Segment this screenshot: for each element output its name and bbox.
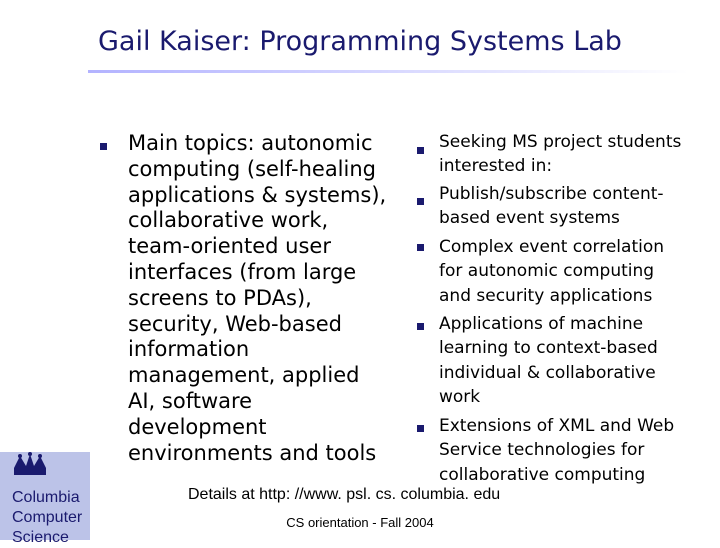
right-bullet-4: Applications of machine learning to context-based individual & collaborative work	[439, 314, 658, 408]
logo-text: Columbia Computer Science	[12, 489, 83, 546]
details-link-text: Details at http: //www. psl. cs. columbia. edu	[188, 486, 501, 503]
right-bullet-2: Publish/subscribe content- based event systems	[439, 184, 664, 229]
slide-title: Gail Kaiser: Programming Systems Lab	[98, 26, 622, 57]
bullet-marker	[417, 147, 424, 154]
title-rule	[88, 70, 688, 73]
bullet-marker	[417, 425, 424, 432]
right-bullet-5: Extensions of XML and Web Service technologies for collaborative computing	[439, 416, 675, 485]
right-bullet-3: Complex event correlation for autonomic computing and security applications	[439, 237, 665, 306]
right-bullet-1: Seeking MS project students interested in:	[439, 132, 682, 177]
bullet-marker	[417, 198, 424, 205]
bullet-marker	[417, 244, 424, 251]
main-topics-text: Main topics: autonomic computing (self-healing applications & systems), collaborative work, team-oriented user interfaces (from large screens to PDAs), security, Web-based information management, applied AI, software development environments and tools	[128, 131, 387, 465]
bullet-marker	[100, 143, 107, 150]
footer-note: CS orientation - Fall 2004	[286, 515, 434, 530]
crown-icon	[14, 452, 46, 475]
bullet-marker	[417, 323, 424, 330]
